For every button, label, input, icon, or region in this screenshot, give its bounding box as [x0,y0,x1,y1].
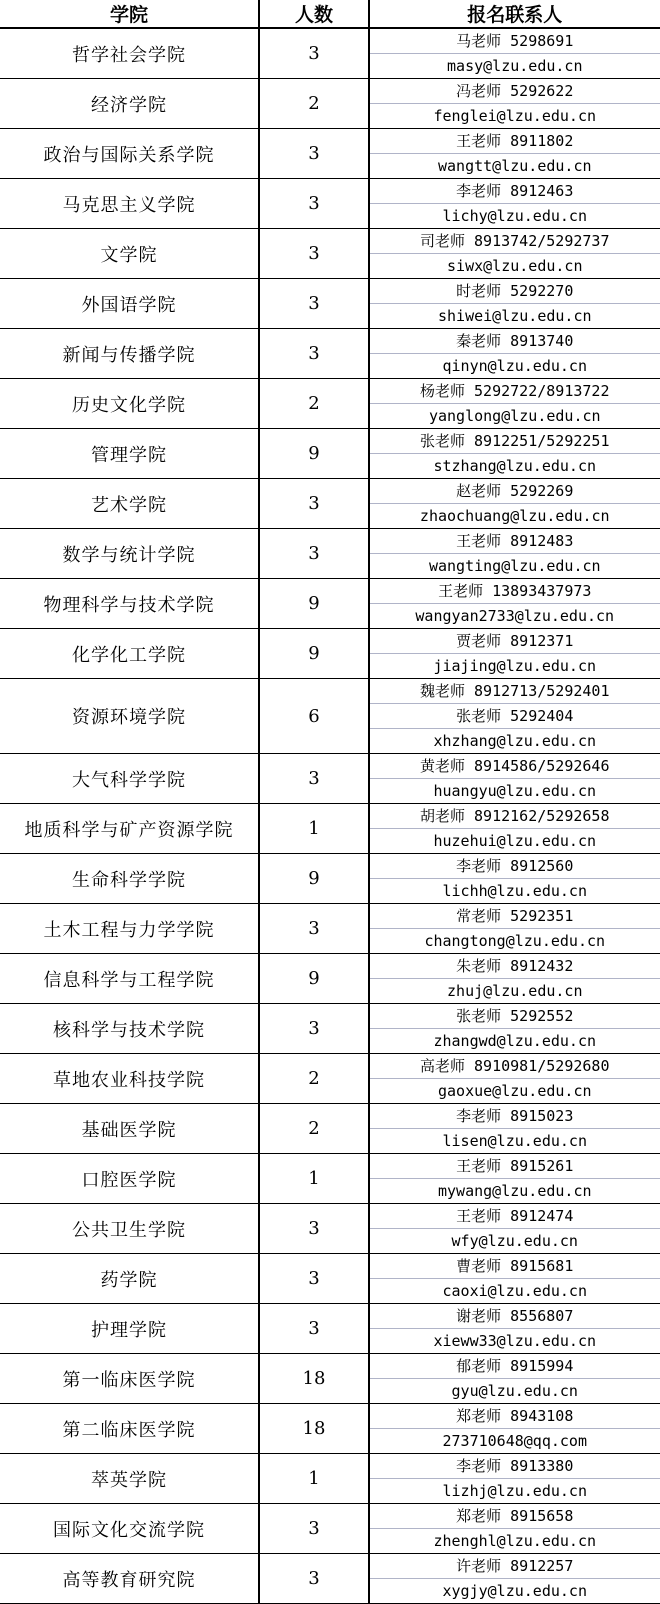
college-name: 政治与国际关系学院 [0,129,259,179]
contact-phone: 马老师 5298691 [456,32,574,50]
table-row [0,1054,660,1104]
contact-cell [369,1004,660,1054]
college-name: 国际文化交流学院 [0,1504,259,1554]
quota-count: 3 [259,28,369,79]
contact-email: xieww33@lzu.edu.cn [370,1328,660,1353]
quota-count: 9 [259,429,369,479]
contact-email: changtong@lzu.edu.cn [370,928,660,953]
college-name: 护理学院 [0,1304,259,1354]
contact-email: zhuj@lzu.edu.cn [370,978,660,1003]
contact-phone: 朱老师 8912432 [456,957,574,975]
college-name: 草地农业科技学院 [0,1054,259,1104]
college-name: 生命科学学院 [0,854,259,904]
contact-phone: 李老师 8912463 [456,182,574,200]
college-name: 地质科学与矿产资源学院 [0,804,259,854]
contact-phone: 张老师 5292404 [370,703,660,728]
quota-count: 3 [259,229,369,279]
table-row [0,579,660,629]
contact-cell [369,1454,660,1504]
contact-email: wangyan2733@lzu.edu.cn [370,603,660,628]
college-name: 管理学院 [0,429,259,479]
quota-count: 2 [259,1104,369,1154]
contact-phone: 赵老师 5292269 [456,482,574,500]
college-name: 大气科学学院 [0,754,259,804]
college-name: 土木工程与力学学院 [0,904,259,954]
table-row [0,679,660,754]
table-row [0,129,660,179]
contact-cell [369,429,660,479]
table-row [0,629,660,679]
quota-count: 3 [259,904,369,954]
contact-email: zhenghl@lzu.edu.cn [370,1528,660,1553]
contact-phone: 王老师 8912483 [456,532,574,550]
quota-count: 3 [259,279,369,329]
college-name: 物理科学与技术学院 [0,579,259,629]
contact-phone: 李老师 8915023 [456,1107,574,1125]
contact-phone: 胡老师 8912162/5292658 [420,807,610,825]
quota-count: 3 [259,1254,369,1304]
contact-cell [369,79,660,129]
quota-count: 6 [259,679,369,754]
college-name: 第一临床医学院 [0,1354,259,1404]
contact-cell [369,1354,660,1404]
contact-email: fenglei@lzu.edu.cn [370,103,660,128]
contact-email: lisen@lzu.edu.cn [370,1128,660,1153]
contact-email: lizhj@lzu.edu.cn [370,1478,660,1503]
college-name: 基础医学院 [0,1104,259,1154]
quota-count: 9 [259,954,369,1004]
contact-phone: 司老师 8913742/5292737 [420,232,610,250]
table-row [0,1154,660,1204]
contact-phone: 张老师 8912251/5292251 [420,432,610,450]
contact-cell [369,479,660,529]
quota-count: 3 [259,529,369,579]
college-name: 艺术学院 [0,479,259,529]
college-name: 历史文化学院 [0,379,259,429]
contact-email: lichy@lzu.edu.cn [370,203,660,228]
quota-count: 3 [259,129,369,179]
college-name: 高等教育研究院 [0,1554,259,1604]
contact-phone: 郑老师 8943108 [456,1407,574,1425]
header-row [0,0,660,28]
contact-phone: 王老师 8912474 [456,1207,574,1225]
table-row [0,329,660,379]
contact-cell [369,804,660,854]
table-row [0,1304,660,1354]
contact-email: zhangwd@lzu.edu.cn [370,1028,660,1053]
college-name: 新闻与传播学院 [0,329,259,379]
contact-cell [369,379,660,429]
contact-cell [369,1504,660,1554]
contact-email: caoxi@lzu.edu.cn [370,1278,660,1303]
contact-email: shiwei@lzu.edu.cn [370,303,660,328]
quota-count: 2 [259,1054,369,1104]
contact-email: qinyn@lzu.edu.cn [370,353,660,378]
college-name: 化学化工学院 [0,629,259,679]
table-row [0,79,660,129]
contact-email: masy@lzu.edu.cn [370,53,660,78]
table-row [0,1504,660,1554]
contact-email: yanglong@lzu.edu.cn [370,403,660,428]
contact-phone: 高老师 8910981/5292680 [420,1057,610,1075]
contact-email: wfy@lzu.edu.cn [370,1228,660,1253]
table-row [0,379,660,429]
contact-phone: 常老师 5292351 [456,907,574,925]
contact-phone: 郁老师 8915994 [456,1357,574,1375]
contact-email: wangtt@lzu.edu.cn [370,153,660,178]
quota-count: 3 [259,1304,369,1354]
contact-phone: 黄老师 8914586/5292646 [420,757,610,775]
contact-email: 273710648@qq.com [370,1428,660,1453]
contact-email: xhzhang@lzu.edu.cn [370,728,660,753]
table-row [0,1554,660,1604]
contact-cell [369,1054,660,1104]
contact-email: wangting@lzu.edu.cn [370,553,660,578]
contact-cell [369,279,660,329]
college-name: 核科学与技术学院 [0,1004,259,1054]
contact-email: siwx@lzu.edu.cn [370,253,660,278]
table-row [0,1404,660,1454]
contact-cell [369,754,660,804]
college-name: 萃英学院 [0,1454,259,1504]
contact-email: gaoxue@lzu.edu.cn [370,1078,660,1103]
quota-count: 1 [259,1454,369,1504]
contact-cell [369,28,660,79]
quota-count: 3 [259,479,369,529]
table-row [0,1454,660,1504]
quota-count: 3 [259,1004,369,1054]
table-row [0,954,660,1004]
quota-count: 9 [259,629,369,679]
contact-cell [369,954,660,1004]
contact-cell [369,1404,660,1454]
contact-cell [369,1154,660,1204]
contact-phone: 秦老师 8913740 [456,332,574,350]
quota-count: 3 [259,179,369,229]
contact-phone: 许老师 8912257 [456,1557,574,1575]
quota-count: 3 [259,1504,369,1554]
college-name: 信息科学与工程学院 [0,954,259,1004]
table-row [0,529,660,579]
contact-phone: 王老师 8911802 [456,132,574,150]
table-row [0,854,660,904]
contact-cell [369,579,660,629]
college-name: 经济学院 [0,79,259,129]
contact-cell [369,129,660,179]
contact-email: stzhang@lzu.edu.cn [370,453,660,478]
contact-email: huzehui@lzu.edu.cn [370,828,660,853]
table-row [0,804,660,854]
contact-phone: 李老师 8913380 [456,1457,574,1475]
table-row [0,429,660,479]
quota-count: 18 [259,1404,369,1454]
header-college: 学院 [0,0,259,28]
contact-cell [369,1104,660,1154]
contact-phone: 谢老师 8556807 [456,1307,574,1325]
contact-email: huangyu@lzu.edu.cn [370,778,660,803]
header-count: 人数 [259,0,369,28]
table-row [0,1204,660,1254]
table-row [0,28,660,79]
quota-count: 1 [259,804,369,854]
contact-cell [369,179,660,229]
contact-cell [369,629,660,679]
quota-count: 3 [259,1554,369,1604]
table-row [0,754,660,804]
quota-count: 18 [259,1354,369,1404]
contact-phone: 曹老师 8915681 [456,1257,574,1275]
contact-cell [369,854,660,904]
college-name: 口腔医学院 [0,1154,259,1204]
contact-email: jiajing@lzu.edu.cn [370,653,660,678]
table-row [0,279,660,329]
contact-cell [369,904,660,954]
header-contact: 报名联系人 [369,0,660,28]
table-row [0,904,660,954]
contact-phone: 杨老师 5292722/8913722 [420,382,610,400]
contact-phone: 郑老师 8915658 [456,1507,574,1525]
contact-phone: 王老师 13893437973 [438,582,592,600]
contact-cell [369,1554,660,1604]
contact-cell [369,1254,660,1304]
table-body [0,28,660,1604]
college-name: 马克思主义学院 [0,179,259,229]
contact-email: lichh@lzu.edu.cn [370,878,660,903]
contact-phone: 魏老师 8912713/5292401 [420,682,610,700]
college-name: 文学院 [0,229,259,279]
quota-count: 9 [259,854,369,904]
quota-count: 1 [259,1154,369,1204]
college-name: 第二临床医学院 [0,1404,259,1454]
college-name: 公共卫生学院 [0,1204,259,1254]
table-row [0,1254,660,1304]
quota-count: 2 [259,379,369,429]
college-name: 哲学社会学院 [0,28,259,79]
contact-phone: 李老师 8912560 [456,857,574,875]
contact-email: xygjy@lzu.edu.cn [370,1578,660,1603]
quota-count: 3 [259,754,369,804]
contact-phone: 时老师 5292270 [456,282,574,300]
college-name: 资源环境学院 [0,679,259,754]
quota-count: 3 [259,329,369,379]
quota-count: 3 [259,1204,369,1254]
contact-email: zhaochuang@lzu.edu.cn [370,503,660,528]
table-row [0,1104,660,1154]
contact-cell [369,529,660,579]
contact-phone: 冯老师 5292622 [456,82,574,100]
quota-count: 2 [259,79,369,129]
table-row [0,179,660,229]
contact-cell [369,229,660,279]
contact-phone: 王老师 8915261 [456,1157,574,1175]
college-name: 外国语学院 [0,279,259,329]
table-row [0,229,660,279]
table-row [0,1354,660,1404]
quota-count: 9 [259,579,369,629]
contact-cell [369,679,660,754]
contact-email: mywang@lzu.edu.cn [370,1178,660,1203]
contact-email: gyu@lzu.edu.cn [370,1378,660,1403]
college-name: 数学与统计学院 [0,529,259,579]
contact-phone: 张老师 5292552 [456,1007,574,1025]
table-row [0,1004,660,1054]
table-row [0,479,660,529]
contact-cell [369,329,660,379]
contact-cell [369,1304,660,1354]
college-name: 药学院 [0,1254,259,1304]
contact-cell [369,1204,660,1254]
contact-phone: 贾老师 8912371 [456,632,574,650]
